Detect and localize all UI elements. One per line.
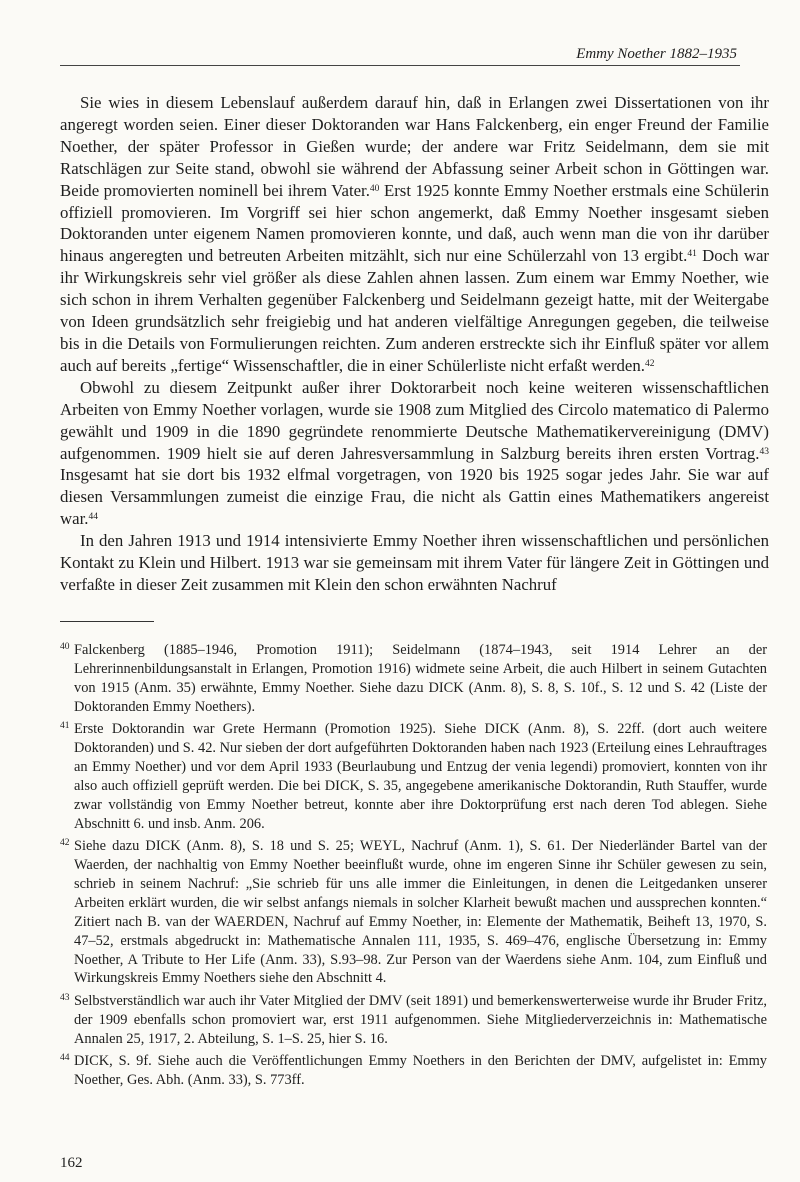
footnote-ref[interactable]: 43: [759, 446, 769, 457]
footnote-40: [60, 641, 767, 717]
paragraph-text: In den Jahren 1913 und 1914 intensivierte Emmy Noether ihren wissenschaftlichen und persönlichen Kontakt zu Klein und Hilbert. 1913 war sie gemeinsam mit ihrem Vater für längere Zeit in Göttingen und verfaßte in dieser Zeit zusammen mit Klein den schon erwähnten Nachruf: [60, 531, 769, 594]
footnote-number: 40: [60, 642, 70, 652]
paragraph-text: Insgesamt hat sie dort bis 1932 elfmal vorgetragen, von 1920 bis 1925 sogar jedes Jahr. Sie war auf diesen Versammlungen zumeist die einzige Frau, die nicht als Gattin eines Mathematikers angereist war.: [60, 465, 769, 529]
paragraph-text: Sie wies in diesem Lebenslauf außerdem darauf hin, daß in Erlangen zwei Dissertationen von ihr angeregt worden seien. Einer dieser Doktoranden war Hans Falckenberg, ein enger Freund der Familie Noether, der später Professor in Gießen wurde; der andere war Fritz Seidelmann, dem sie mit Ratschlägen zur Seite stand, obwohl sie während der Abfassung seiner Arbeit schon in Göttingen war. Beide promovierten nominell bei ihrem Vater.: [60, 93, 769, 200]
running-header-title: Emmy Noether 1882–1935: [576, 46, 737, 62]
footnote-number: 44: [60, 1053, 70, 1064]
footnote-42: [60, 837, 767, 988]
footnote-number: 43: [60, 992, 70, 1003]
paragraph: [60, 377, 769, 530]
footnote-text: Siehe dazu DICK (Anm. 8), S. 18 und S. 25; WEYL, Nachruf (Anm. 1), S. 61. Der Niederländer Bartel van der Waerden, der nachhaltig von Emmy Noether beeinflußt wurde, ohne im engeren Sinne ihr Schüler gewesen zu sein, schrieb in seinem Nachruf: „Sie schrieb für uns alle immer die Einleitungen, in denen die Leitgedanken unserer Arbeiten erklärt wurden, die wir selbst anfangs niemals in solcher Klarheit bewußt machen und aussprechen konnten.“ Zitiert nach B. van der WAERDEN, Nachruf auf Emmy Noether, in: Elemente der Mathematik, Beiheft 13, 1970, S. 47–52, erstmals abgedruckt in: Mathematische Annalen 111, 1935, S. 469–476, englische Übersetzung in: Emmy Noether, A Tribute to Her Life (Anm. 33), S.93–98. Zur Person van der Waerdens siehe Anm. 104, zum Einfluß und Wirkungskreis Emmy Noethers siehe den Abschnitt 4.: [74, 838, 767, 987]
footnote-divider: [60, 621, 154, 622]
paragraph-text: Erst 1925 konnte Emmy Noether erstmals eine Schülerin offiziell promovieren. Im Vorgriff sei hier schon angemerkt, daß Emmy Noether insgesamt sieben Doktoranden unter eigenem Namen promovieren konnte, und daß, auch wenn man die von ihr darüber hinaus angeregten und betreuten Arbeiten mitzählt, sich nur eine Schülerzahl von 13 ergibt.: [60, 180, 769, 266]
footnote-43: [60, 992, 767, 1049]
footnotes: [60, 641, 767, 1093]
footnote-41: [60, 720, 767, 833]
main-text: [60, 92, 769, 596]
paragraph: [60, 530, 769, 596]
paragraph: [60, 92, 769, 377]
footnote-ref[interactable]: 41: [687, 249, 697, 260]
footnote-text: Falckenberg (1885–1946, Promotion 1911); Seidelmann (1874–1943, seit 1914 Lehrer an der Lehrerinnenbildungsanstalt in Erlangen, Promotion 1916) widmete seine Arbeit, die auch Hilbert in seinem Gutachten von 1915 (Anm. 35) erwähnte, Emmy Noether. Siehe dazu DICK (Anm. 8), S. 8, S. 10f., S. 12 und S. 42 (Liste der Doktoranden Emmy Noethers).: [74, 642, 767, 715]
footnote-ref[interactable]: 40: [369, 183, 380, 194]
footnote-ref[interactable]: 42: [644, 358, 655, 369]
page-number: 162: [60, 1155, 83, 1171]
footnote-number: 41: [60, 721, 70, 732]
footnote-ref[interactable]: 44: [88, 512, 98, 523]
footnote-number: 42: [60, 838, 70, 849]
paragraph-text: Obwohl zu diesem Zeitpunkt außer ihrer Doktorarbeit noch keine weiteren wissenschaftlichen Arbeiten von Emmy Noether vorlagen, wurde sie 1908 zum Mitglied des Circolo matematico di Palermo gewählt und 1909 in die 1890 gegründete renommierte Deutsche Mathematikervereinigung (DMV) aufgenommen. 1909 hielt sie auf deren Jahresversammlung in Salzburg bereits ihren ersten Vortrag.: [60, 377, 769, 463]
footnote-text: DICK, S. 9f. Siehe auch die Veröffentlichungen Emmy Noethers in den Berichten der DMV, aufgelistet in: Emmy Noether, Ges. Abh. (Anm. 33), S. 773ff.: [74, 1053, 767, 1088]
running-header: [60, 46, 740, 66]
footnote-text: Selbstverständlich war auch ihr Vater Mitglied der DMV (seit 1891) und bemerkenswerterweise wurde ihr Bruder Fritz, der 1909 ebenfalls schon promoviert war, erst 1911 aufgenommen. Siehe Mitgliederverzeichnis in: Mathematische Annalen 25, 1917, 2. Abteilung, S. 1–S. 25, hier S. 16.: [74, 992, 767, 1047]
footnote-text: Erste Doktorandin war Grete Hermann (Promotion 1925). Siehe DICK (Anm. 8), S. 22ff. (dort auch weitere Doktoranden) und S. 42. Nur sieben der dort aufgeführten Doktoranden haben nach 1923 (Erteilung eines Lehrauftrages an Emmy Noether) und vor dem April 1933 (Beurlaubung und Entzug der venia legendi) promoviert, konnten von ihr also auch offiziell geprüft werden. Die bei DICK, S. 35, angegebene amerikanische Doktorandin, Ruth Stauffer, wurde zwar vollständig von Emmy Noether betreut, konnte aber ihre Doktorprüfung erst nach deren Tod ablegen. Siehe Abschnitt 6. und insb. Anm. 206.: [74, 721, 767, 832]
paragraph-text: Doch war ihr Wirkungskreis sehr viel größer als diese Zahlen ahnen lassen. Zum einem war Emmy Noether, wie sich schon in ihrem Verhalten gegenüber Falckenberg und Seidelmann gezeigt hatte, mit der Weitergabe von Ideen grundsätzlich sehr freigiebig und hat anderen vielfältige Anregungen gegeben, die teilweise bis in die Details von Formulierungen reichten. Zum anderen erstreckte sich ihr Einfluß später vor allem auch auf bereits „fertige“ Wissenschaftler, die in einer Schülerliste nicht erfaßt werden.: [60, 246, 769, 375]
footnote-44: [60, 1052, 767, 1090]
